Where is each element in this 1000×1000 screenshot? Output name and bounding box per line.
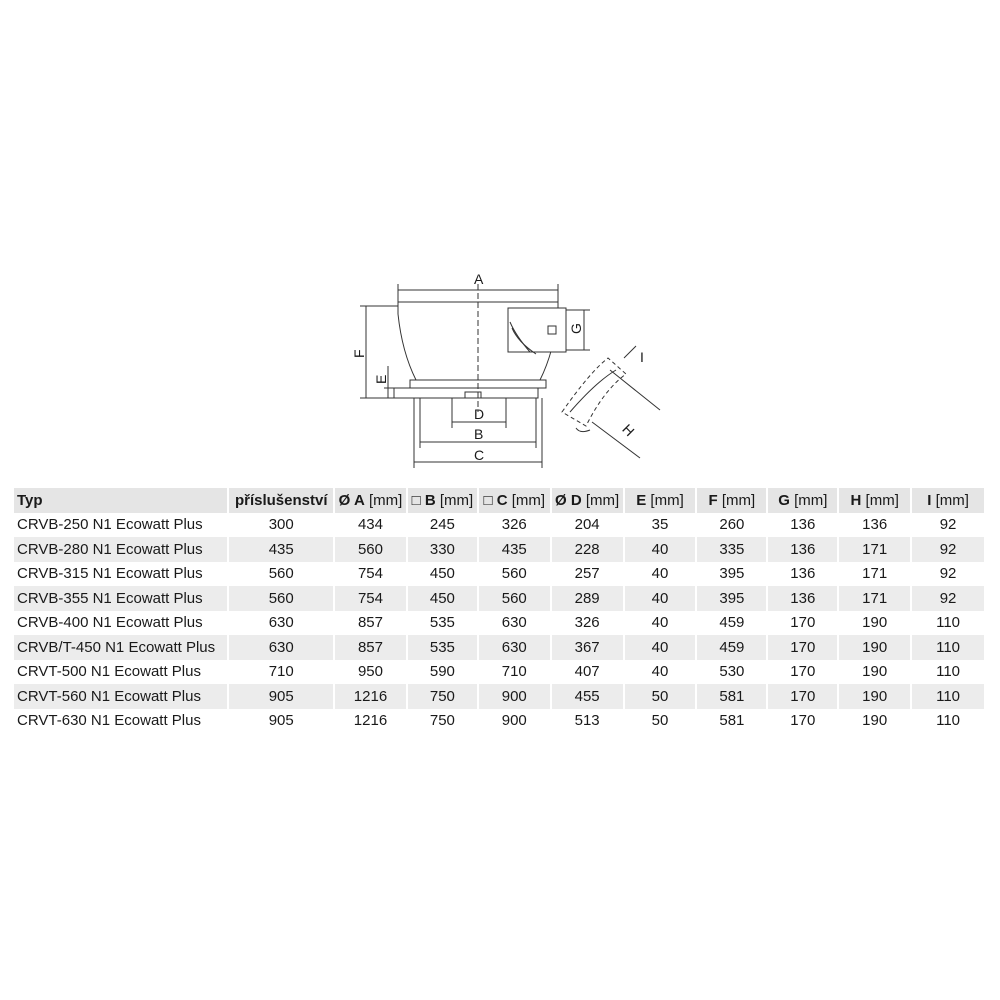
type-cell: CRVT-500 N1 Ecowatt Plus bbox=[14, 660, 228, 685]
value-cell: 170 bbox=[767, 635, 838, 660]
label-C: C bbox=[474, 447, 485, 463]
value-cell: 190 bbox=[838, 611, 911, 636]
value-cell: 630 bbox=[478, 611, 551, 636]
value-cell: 335 bbox=[696, 537, 767, 562]
value-cell: 136 bbox=[767, 513, 838, 538]
value-cell: 750 bbox=[407, 709, 478, 734]
value-cell: 257 bbox=[551, 562, 624, 587]
value-cell: 136 bbox=[767, 537, 838, 562]
value-cell: 367 bbox=[551, 635, 624, 660]
table-row bbox=[14, 684, 985, 709]
value-cell: 395 bbox=[696, 586, 767, 611]
value-cell: 326 bbox=[478, 513, 551, 538]
value-cell: 560 bbox=[228, 562, 334, 587]
value-cell: 110 bbox=[911, 709, 985, 734]
value-cell: 50 bbox=[624, 684, 697, 709]
header-A: Ø A [mm] bbox=[334, 488, 407, 513]
table-row bbox=[14, 513, 985, 538]
value-cell: 455 bbox=[551, 684, 624, 709]
terminal-box bbox=[508, 308, 566, 352]
side-detail-outline bbox=[562, 358, 626, 426]
value-cell: 513 bbox=[551, 709, 624, 734]
value-cell: 1216 bbox=[334, 709, 407, 734]
value-cell: 560 bbox=[334, 537, 407, 562]
value-cell: 40 bbox=[624, 537, 697, 562]
value-cell: 950 bbox=[334, 660, 407, 685]
value-cell: 110 bbox=[911, 635, 985, 660]
value-cell: 171 bbox=[838, 537, 911, 562]
header-H: H [mm] bbox=[838, 488, 911, 513]
value-cell: 170 bbox=[767, 684, 838, 709]
header-C: □ C [mm] bbox=[478, 488, 551, 513]
label-G: G bbox=[568, 323, 584, 334]
fan-dimension-drawing bbox=[340, 262, 670, 472]
value-cell: 630 bbox=[478, 635, 551, 660]
dim-line-H bbox=[610, 370, 660, 410]
value-cell: 900 bbox=[478, 709, 551, 734]
value-cell: 395 bbox=[696, 562, 767, 587]
header-E: E [mm] bbox=[624, 488, 697, 513]
type-cell: CRVB-355 N1 Ecowatt Plus bbox=[14, 586, 228, 611]
value-cell: 40 bbox=[624, 660, 697, 685]
value-cell: 170 bbox=[767, 709, 838, 734]
value-cell: 857 bbox=[334, 635, 407, 660]
value-cell: 110 bbox=[911, 611, 985, 636]
value-cell: 710 bbox=[228, 660, 334, 685]
type-cell: CRVB-250 N1 Ecowatt Plus bbox=[14, 513, 228, 538]
label-D: D bbox=[474, 406, 485, 422]
type-cell: CRVB/T-450 N1 Ecowatt Plus bbox=[14, 635, 228, 660]
value-cell: 228 bbox=[551, 537, 624, 562]
value-cell: 710 bbox=[478, 660, 551, 685]
value-cell: 204 bbox=[551, 513, 624, 538]
fan-drawing-svg bbox=[340, 262, 670, 472]
value-cell: 190 bbox=[838, 660, 911, 685]
value-cell: 110 bbox=[911, 660, 985, 685]
value-cell: 171 bbox=[838, 586, 911, 611]
header-I: I [mm] bbox=[911, 488, 985, 513]
type-cell: CRVB-400 N1 Ecowatt Plus bbox=[14, 611, 228, 636]
value-cell: 136 bbox=[838, 513, 911, 538]
value-cell: 190 bbox=[838, 635, 911, 660]
value-cell: 35 bbox=[624, 513, 697, 538]
value-cell: 857 bbox=[334, 611, 407, 636]
value-cell: 459 bbox=[696, 611, 767, 636]
label-E: E bbox=[373, 374, 389, 384]
value-cell: 754 bbox=[334, 586, 407, 611]
table-row bbox=[14, 586, 985, 611]
value-cell: 40 bbox=[624, 586, 697, 611]
table-row bbox=[14, 709, 985, 734]
value-cell: 535 bbox=[407, 635, 478, 660]
table-row bbox=[14, 562, 985, 587]
value-cell: 92 bbox=[911, 562, 985, 587]
value-cell: 900 bbox=[478, 684, 551, 709]
value-cell: 560 bbox=[228, 586, 334, 611]
value-cell: 92 bbox=[911, 513, 985, 538]
header-G: G [mm] bbox=[767, 488, 838, 513]
header-D: Ø D [mm] bbox=[551, 488, 624, 513]
value-cell: 450 bbox=[407, 586, 478, 611]
value-cell: 535 bbox=[407, 611, 478, 636]
value-cell: 136 bbox=[767, 562, 838, 587]
value-cell: 407 bbox=[551, 660, 624, 685]
table-header-row bbox=[14, 488, 985, 513]
value-cell: 754 bbox=[334, 562, 407, 587]
value-cell: 326 bbox=[551, 611, 624, 636]
header-accessory: příslušenství bbox=[228, 488, 334, 513]
value-cell: 245 bbox=[407, 513, 478, 538]
value-cell: 190 bbox=[838, 709, 911, 734]
table-body bbox=[14, 513, 985, 734]
value-cell: 92 bbox=[911, 537, 985, 562]
value-cell: 92 bbox=[911, 586, 985, 611]
value-cell: 190 bbox=[838, 684, 911, 709]
value-cell: 590 bbox=[407, 660, 478, 685]
value-cell: 40 bbox=[624, 562, 697, 587]
table-row bbox=[14, 537, 985, 562]
value-cell: 170 bbox=[767, 660, 838, 685]
table-row bbox=[14, 611, 985, 636]
table-row bbox=[14, 635, 985, 660]
value-cell: 435 bbox=[228, 537, 334, 562]
value-cell: 136 bbox=[767, 586, 838, 611]
value-cell: 330 bbox=[407, 537, 478, 562]
table-row bbox=[14, 660, 985, 685]
value-cell: 435 bbox=[478, 537, 551, 562]
value-cell: 450 bbox=[407, 562, 478, 587]
value-cell: 50 bbox=[624, 709, 697, 734]
type-cell: CRVB-280 N1 Ecowatt Plus bbox=[14, 537, 228, 562]
value-cell: 905 bbox=[228, 684, 334, 709]
type-cell: CRVT-560 N1 Ecowatt Plus bbox=[14, 684, 228, 709]
label-H: H bbox=[619, 420, 638, 440]
value-cell: 905 bbox=[228, 709, 334, 734]
mounting-flange bbox=[394, 388, 538, 398]
value-cell: 630 bbox=[228, 635, 334, 660]
value-cell: 560 bbox=[478, 586, 551, 611]
value-cell: 581 bbox=[696, 709, 767, 734]
value-cell: 434 bbox=[334, 513, 407, 538]
dimension-table bbox=[14, 488, 986, 733]
value-cell: 300 bbox=[228, 513, 334, 538]
header-B: □ B [mm] bbox=[407, 488, 478, 513]
value-cell: 40 bbox=[624, 611, 697, 636]
value-cell: 750 bbox=[407, 684, 478, 709]
value-cell: 459 bbox=[696, 635, 767, 660]
value-cell: 530 bbox=[696, 660, 767, 685]
header-F: F [mm] bbox=[696, 488, 767, 513]
side-detail-inner bbox=[570, 370, 616, 412]
type-cell: CRVT-630 N1 Ecowatt Plus bbox=[14, 709, 228, 734]
label-I: I bbox=[640, 349, 644, 365]
value-cell: 171 bbox=[838, 562, 911, 587]
value-cell: 40 bbox=[624, 635, 697, 660]
value-cell: 1216 bbox=[334, 684, 407, 709]
label-F: F bbox=[351, 349, 367, 358]
value-cell: 110 bbox=[911, 684, 985, 709]
header-type: Typ bbox=[14, 488, 228, 513]
label-A: A bbox=[474, 271, 484, 287]
label-B: B bbox=[474, 426, 484, 442]
value-cell: 170 bbox=[767, 611, 838, 636]
value-cell: 260 bbox=[696, 513, 767, 538]
value-cell: 289 bbox=[551, 586, 624, 611]
value-cell: 581 bbox=[696, 684, 767, 709]
value-cell: 630 bbox=[228, 611, 334, 636]
dim-line-I bbox=[624, 346, 636, 358]
type-cell: CRVB-315 N1 Ecowatt Plus bbox=[14, 562, 228, 587]
side-cable bbox=[576, 428, 590, 432]
value-cell: 560 bbox=[478, 562, 551, 587]
